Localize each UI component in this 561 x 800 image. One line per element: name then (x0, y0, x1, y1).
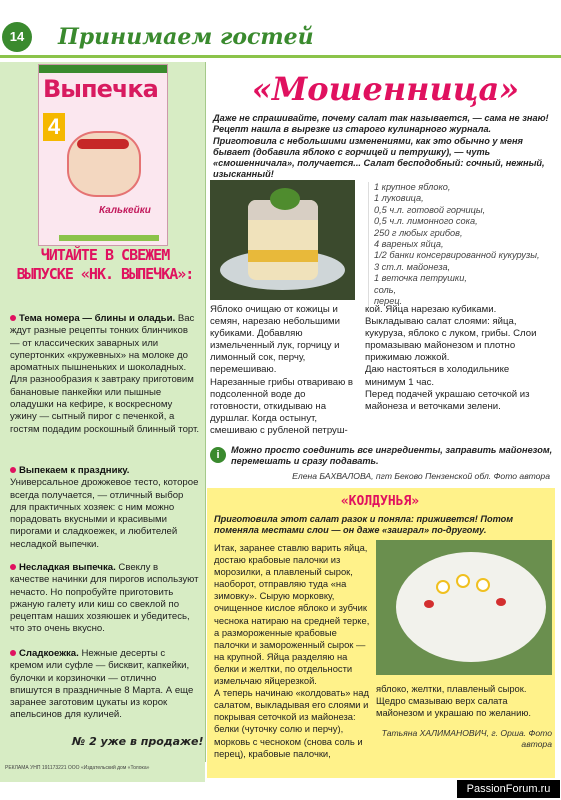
cover-title: Выпечка (43, 75, 158, 103)
recipe-box-intro: Приготовила этот салат разок и поняла: приживется! Потом поменяла местами слои — он даже «заиграл» по-другому. (214, 514, 514, 536)
author-credit-2: Татьяна ХАЛИМАНОВИЧ, г. Орша. Фото автора (381, 728, 552, 749)
info-icon: i (210, 447, 226, 463)
parsley-image (270, 188, 300, 210)
recipe-box-text-right: яблоко, желтки, плавленый сырок. Щедро смазываю верх салата майонезом и украшаю по желанию. (376, 683, 531, 719)
paragraph: Даю настояться в холодильнике минимум 1 час. (365, 364, 510, 388)
header-divider (0, 55, 561, 58)
promo-item-title: Несладкая выпечка. (19, 562, 116, 573)
promo-item (10, 465, 200, 551)
ingredient-item: 0,5 ч.л. готовой горчицы, (374, 204, 486, 215)
article-title: «Мошенница» (251, 70, 520, 108)
tomato-image (496, 598, 506, 606)
ad-footer: РЕКЛАМА УНП 191173221 ООО «Издательский дом «Толока» (5, 765, 150, 771)
salad-photo (210, 180, 355, 300)
salad-photo-2 (376, 540, 552, 675)
ingredient-item: 1 веточка петрушки, (374, 273, 467, 284)
promo-item-title: Тема номера — блины и оладьи. (19, 313, 176, 324)
promo-item-title: Выпекаем к празднику. (19, 465, 130, 476)
section-title: Принимаем гостей (58, 24, 314, 50)
paragraph: Перед подачей украшаю сеточкой из майонеза и веточками зелени. (365, 388, 530, 412)
tomato-image (424, 600, 434, 608)
ingredient-item: 4 вареных яйца, (374, 239, 444, 250)
ingredient-item: 1 луковица, (374, 193, 424, 204)
egg-flower-image (436, 580, 450, 594)
ingredient-item: 3 ст.л. майонеза, (374, 261, 451, 272)
bullet-icon (10, 564, 16, 570)
promo-item (10, 313, 200, 436)
recipe-box-text-left (214, 542, 372, 760)
promo-item (10, 562, 200, 636)
ingredients-list (368, 182, 554, 307)
magazine-cover (38, 64, 168, 246)
cover-issue-number: 4 (43, 113, 65, 141)
article-intro: Даже не спрашивайте, почему салат так называется, — сама не знаю! Рецепт нашла в вырезке из старого кулинарного журнала. Приготовила с небольшими изменениями, как это обычно у меня бывает (добавила яблоко с горчицей и петрушку), — чуть «смошенничала», получается... Салат бесподобный: сочный, нежный, изысканный! (213, 113, 549, 180)
bullet-icon (10, 467, 16, 473)
ingredient-item: соль, (374, 284, 397, 295)
egg-flower-image (476, 578, 490, 592)
paragraph: Нарезанные грибы отвариваю в подсоленной воде до готовности, откидываю на дуршлаг. Когда остынут, смешиваю с рубленой петруш- (210, 376, 354, 436)
ingredient-item: перец. (374, 296, 403, 307)
author-credit: Елена БАХВАЛОВА, пгт Беково Пензенской обл. Фото автора (292, 471, 550, 481)
bullet-icon (10, 315, 16, 321)
salad-image (248, 200, 318, 280)
promo-item-text: Вас ждут разные рецепты тонких блинчиков — от классических заварных или супертонких «кружевных» на молоке до ароматных пышненьких и шоколадных. Для разнообразия к завтраку приготовим банановые панкейки или пышные оладушки на кефире, к воскресному ужину — сытный пирог с печенкой, а гостям подадим роскошный блинный торт. (10, 313, 200, 435)
cover-ribbon (59, 235, 159, 241)
ingredient-item: 250 г любых грибов, (374, 227, 463, 238)
promo-item-text: Нежные десерты с кремом или суфле — бисквит, капкейки, булочки и корзиночки — отлично впишутся в праздничные 8 Марта. А еще заранее заготовим цукаты из корок апельсинов для куличей. (10, 648, 194, 721)
paragraph: Яблоко очищаю от кожицы и семян, нарезаю небольшими кубиками. Добавляю измельченный лук, горчицу и лимонный сок, перчу, перемешиваю. (210, 304, 340, 376)
plate-image (396, 552, 546, 662)
page-number: 14 (2, 22, 32, 52)
promo-item-text: Универсальное дрожжевое тесто, которое всегда получается, — отличный выбор для практичных хозяек: с ним можно порадовать вкусными и красивыми пирогами и сладкоежек, и любителей несладкой выпечки. (10, 477, 199, 550)
promo-item-title: Сладкоежка. (19, 648, 79, 659)
recipe-box-title: «КОЛДУНЬЯ» (340, 494, 420, 509)
promo-heading: ЧИТАЙТЕ В СВЕЖЕМ ВЫПУСКЕ «НК. ВЫПЕЧКА»: (16, 246, 194, 283)
cake-image (67, 131, 141, 197)
tip-text: Можно просто соединить все ингредиенты, заправить майонезом, перемешать и сразу подавать. (231, 445, 553, 467)
promo-item (10, 648, 200, 722)
ingredient-item: 1 крупное яблоко, (374, 182, 451, 192)
watermark: PassionForum.ru (457, 780, 560, 798)
cover-label: Калькейки (99, 205, 151, 216)
ingredient-item: 0,5 ч.л. лимонного сока, (374, 216, 478, 227)
bullet-icon (10, 650, 16, 656)
column-divider (205, 62, 206, 762)
recipe-text-right (365, 304, 550, 413)
paragraph: кой. Яйца нарезаю кубиками. Выкладываю салат слоями: яйца, кукуруза, яблоко с луком, грибы. Слои промазываю майонезом и плотно прижимаю ложкой. (365, 304, 537, 364)
ingredient-item: 1/2 банки консервированной кукурузы, (374, 250, 540, 261)
on-sale-note: № 2 уже в продаже! (72, 735, 204, 748)
paragraph: А теперь начинаю «колдовать» над салатом, выкладывая его слоями и покрывая сеточкой из майонеза: белки (чуточку солю и перчу), морковь с чесноком (снова соль и перец), крабовые палочки, (214, 687, 369, 759)
promo-item-text: Свеклу в качестве начинки для пирогов используют нечасто. Но попробуйте приготовить ржаную галету или киш со свеклой по рецептам наших хозяюшек и убедитесь, что это очень вкусно. (10, 562, 199, 635)
recipe-text-left (210, 304, 355, 437)
cover-strip (39, 65, 167, 73)
egg-flower-image (456, 574, 470, 588)
paragraph: Итак, заранее ставлю варить яйца, достаю крабовые палочки из морозилки, а плавленый сырок, наоборот, отправляю туда «на зимовку». Сырую морковку, очищенное кислое яблоко и зубчик чеснока натираю на средней терке, а размороженные крабовые палочки и замороженный сырок — на крупной. Яйца разделяю на белки и желтки, по отдельности измельчаю яйцерезкой. (214, 542, 370, 687)
